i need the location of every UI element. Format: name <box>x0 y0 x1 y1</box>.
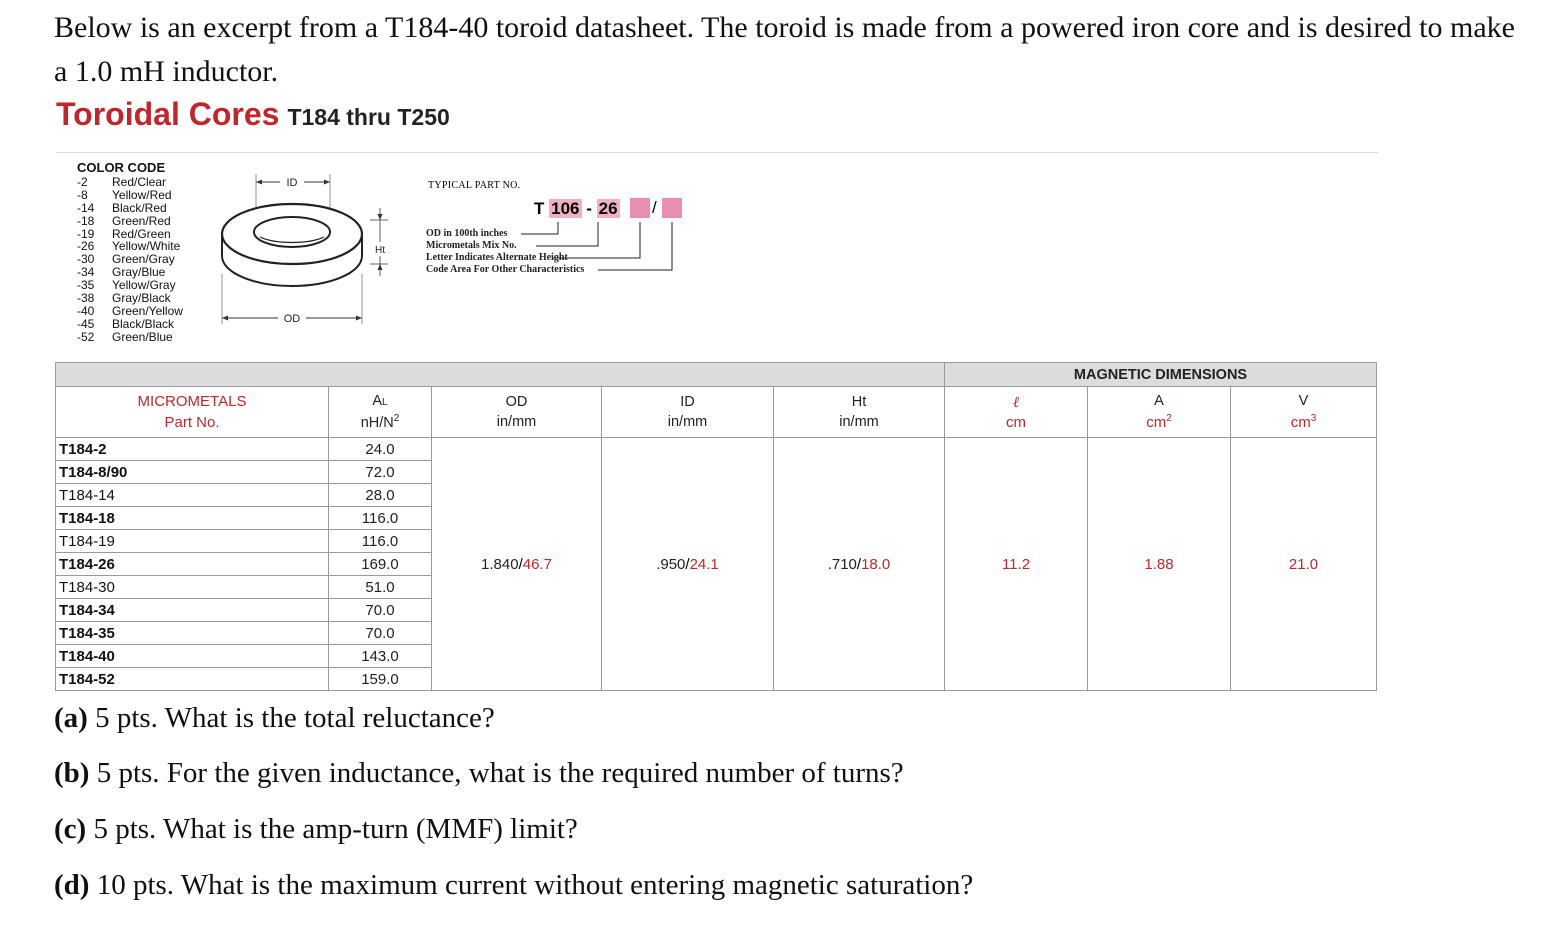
color-code-value: -26 <box>77 239 95 254</box>
question-a: (a) 5 pts. What is the total reluctance? <box>54 702 495 734</box>
color-code-color: Red/Clear <box>112 174 167 189</box>
al-cell: 24.0 <box>329 438 432 461</box>
id-arrow-right <box>324 180 330 185</box>
ht-value-cell: .710/18.0 <box>774 438 945 691</box>
color-code-value: -35 <box>77 278 95 293</box>
color-code-value: -2 <box>77 174 88 189</box>
color-code-row <box>77 202 183 215</box>
typical-part-label: TYPICAL PART NO. <box>428 180 521 191</box>
color-code-value: -14 <box>77 200 95 215</box>
part-size: 106 <box>551 199 580 218</box>
table-row <box>56 438 1377 461</box>
color-code-legend <box>77 162 183 344</box>
color-code-color: Yellow/Red <box>112 187 172 202</box>
color-code-value: -45 <box>77 316 95 331</box>
color-code-color: Yellow/White <box>112 239 181 254</box>
color-code-title: COLOR CODE <box>77 160 166 175</box>
color-code-value: -19 <box>77 226 95 241</box>
color-code-value: -34 <box>77 265 95 280</box>
color-code-row <box>77 176 183 189</box>
toroid-diagram <box>218 164 388 329</box>
part-number-cell: T184-30 <box>56 576 329 599</box>
color-code-value: -18 <box>77 213 95 228</box>
divider <box>56 152 1378 153</box>
title-subtitle: T184 thru T250 <box>287 104 450 130</box>
area-cell: 1.88 <box>1088 438 1231 691</box>
part-number-legend <box>426 178 706 288</box>
part-number-cell: T184-8/90 <box>56 461 329 484</box>
color-code-value: -30 <box>77 252 95 267</box>
color-code-value: -40 <box>77 303 95 318</box>
part-legend-lines <box>426 228 584 276</box>
table-header-row <box>56 387 1377 438</box>
color-code-color: Yellow/Gray <box>112 278 176 293</box>
al-cell: 116.0 <box>329 507 432 530</box>
header-id: ID in/mm <box>602 387 774 438</box>
color-code-value: -52 <box>77 329 95 344</box>
al-cell: 159.0 <box>329 668 432 691</box>
part-number-cell: T184-2 <box>56 438 329 461</box>
question-d: (d) 10 pts. What is the maximum current without entering magnetic saturation? <box>54 869 974 901</box>
volume-cell: 21.0 <box>1231 438 1377 691</box>
legend-line: Letter Indicates Alternate Height <box>426 252 568 263</box>
legend-line: OD in 100th inches <box>426 228 508 239</box>
legend-line: Code Area For Other Characteristics <box>426 264 585 275</box>
od-value-cell: 1.840/46.7 <box>432 438 602 691</box>
al-cell: 51.0 <box>329 576 432 599</box>
od-label: OD <box>283 313 301 325</box>
color-code-color: Green/Gray <box>112 252 175 267</box>
al-cell: 169.0 <box>329 553 432 576</box>
table-body <box>56 438 1377 691</box>
question-c: (c) 5 pts. What is the amp-turn (MMF) limit? <box>54 813 578 845</box>
id-value-cell: .950/24.1 <box>602 438 774 691</box>
header-part: MICROMETALS Part No. <box>56 387 329 438</box>
part-number-cell: T184-52 <box>56 668 329 691</box>
table-band-row <box>56 363 1377 387</box>
color-code-color: Gray/Black <box>112 291 171 306</box>
header-al: AL $nH/N^2$ <box>329 387 432 438</box>
part-number-cell: T184-40 <box>56 645 329 668</box>
legend-line: Micrometals Mix No. <box>426 240 517 251</box>
color-code-row <box>77 305 183 318</box>
header-a: A $cm^2$ <box>1088 387 1231 438</box>
part-number-cell: T184-14 <box>56 484 329 507</box>
color-code-color: Green/Red <box>112 213 171 228</box>
part-number-cell: T184-34 <box>56 599 329 622</box>
id-arrow-left <box>256 180 262 185</box>
color-code-value: -38 <box>77 291 95 306</box>
part-number-cell: T184-19 <box>56 530 329 553</box>
color-code-row <box>77 331 183 344</box>
part-number-cell: T184-26 <box>56 553 329 576</box>
header-v: V $cm^3$ <box>1231 387 1377 438</box>
al-cell: 70.0 <box>329 622 432 645</box>
part-slash: / <box>652 198 657 217</box>
part-number-cell: T184-18 <box>56 507 329 530</box>
color-code-color: Green/Yellow <box>112 303 183 318</box>
magnetic-dimensions-header: MAGNETIC DIMENSIONS <box>945 363 1377 387</box>
toroid-data-table <box>55 362 1377 691</box>
header-od: OD in/mm <box>432 387 602 438</box>
part-number-cell: T184-35 <box>56 622 329 645</box>
al-cell: 28.0 <box>329 484 432 507</box>
al-cell: 116.0 <box>329 530 432 553</box>
question-b: (b) 5 pts. For the given inductance, what is the required number of turns? <box>54 757 904 789</box>
color-code-rows <box>77 176 183 344</box>
al-cell: 143.0 <box>329 645 432 668</box>
color-code-row <box>77 318 183 331</box>
ht-label: Ht <box>375 245 385 256</box>
color-code-color: Red/Green <box>112 226 171 241</box>
al-cell: 70.0 <box>329 599 432 622</box>
id-label: ID <box>286 177 298 189</box>
header-l: ℓ cm <box>945 387 1088 438</box>
color-code-row <box>77 189 183 202</box>
color-code-color: Black/Black <box>112 316 175 331</box>
color-code-row <box>77 215 183 228</box>
path-length-cell: 11.2 <box>945 438 1088 691</box>
color-code-color: Black/Red <box>112 200 167 215</box>
typical-part-number: T 106 - 26 <box>534 199 618 218</box>
al-cell: 72.0 <box>329 461 432 484</box>
color-code-value: -8 <box>77 187 88 202</box>
section-title <box>56 96 450 133</box>
title-main: Toroidal Cores <box>56 96 280 132</box>
header-ht: Ht in/mm <box>774 387 945 438</box>
intro-paragraph: Below is an excerpt from a T184-40 toroid datasheet. The toroid is made from a powered iron core and is desired to make a 1.0 mH inductor. <box>54 11 1515 88</box>
color-code-color: Green/Blue <box>112 329 173 344</box>
color-code-color: Gray/Blue <box>112 265 166 280</box>
part-mix: 26 <box>598 199 618 218</box>
